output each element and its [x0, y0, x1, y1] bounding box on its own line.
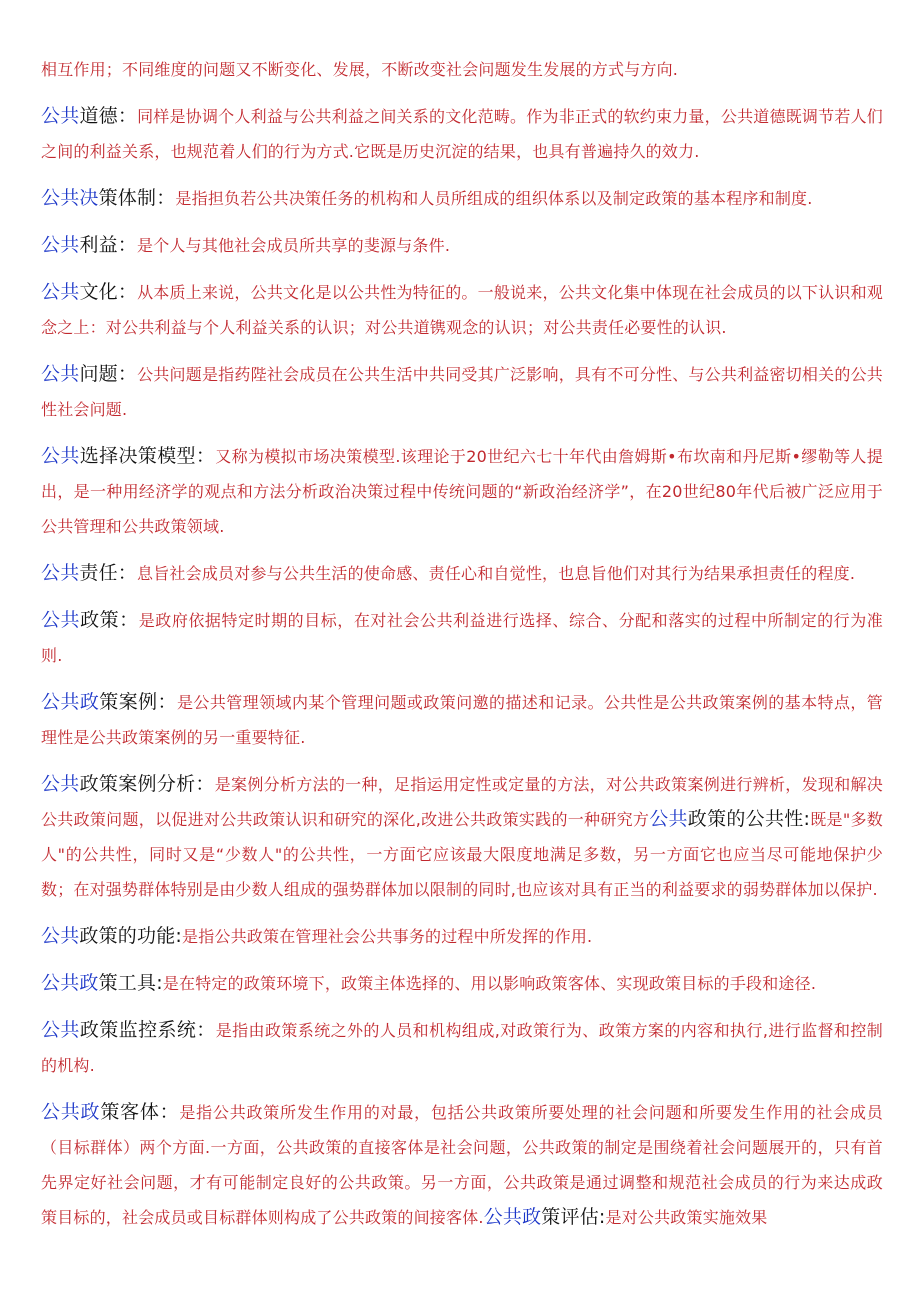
- term-heading: [41, 925, 182, 947]
- term-prefix: 公共: [41, 445, 80, 467]
- definition-text: 是在特定的政策环境下，政策主体选择的、用以影响政策客体、实现政策目标的手段和途径.: [162, 974, 817, 993]
- definition-text: 相互作用；不同维度的问题又不断变化、发展，不断改变社会问题发生发展的方式与方向.: [41, 60, 679, 79]
- entry-public-decision-system: [41, 181, 883, 216]
- term-heading: [41, 234, 137, 256]
- term-heading: [41, 562, 137, 584]
- term-prefix: 公共: [41, 562, 80, 584]
- term-suffix: 政策：: [80, 609, 139, 631]
- term-heading: [41, 187, 175, 209]
- definition-text: 是政府依据特定时期的目标，在对社会公共利益进行选择、综合、分配和落实的过程中所制定的行为准则.: [41, 611, 883, 665]
- definition-text: 是公共管理领域内某个管理问题或政策问邀的描述和记录。公共性是公共政策案例的基本特点，管理性是公共政策案例的另一重要特征.: [41, 693, 883, 747]
- term-prefix: 公共决: [41, 187, 99, 209]
- definition-text: 是指公共政策所发生作用的对最，包括公共政策所要处理的社会问题和所要发生作用的社会成员（目标群体）两个方面.一方面，公共政策的直接客体是社会问题，公共政策的制定是围绕着社会问题展开的，只有首先界定好社会问题，才有可能制定良好的公共政策。另一方面，公共政策是通过调整和规范社会成员的行为来达成政策目标的，社会成员或目标群体则构成了公共政策的间接客体.: [41, 1103, 884, 1227]
- entry-policy-case: [41, 685, 883, 755]
- term-prefix: 公共: [41, 609, 81, 631]
- term-suffix: 策工具:: [98, 972, 163, 994]
- term-suffix: 政策的功能:: [79, 925, 183, 947]
- term-prefix: 公共: [41, 363, 80, 385]
- term-suffix: 政策案例分析：: [79, 773, 215, 795]
- term-prefix: 公共: [649, 808, 688, 830]
- term-heading: [41, 445, 215, 467]
- definition-text: 公共问题是指药陛社会成员在公共生活中共同受其广泛影响，具有不可分性、与公共利益密切相关的公共性社会问题.: [41, 365, 883, 419]
- definition-text: 又称为模拟市场决策模型.该理论于20世纪六七十年代由詹姆斯•布坎南和丹尼斯•缪勒等人提出，是一种用经济学的观点和方法分析政治决策过程中传统问题的“新政治经济学”，在20世纪80年代后被广泛应用于公共管理和公共政策领域.: [41, 447, 883, 536]
- term-heading: [41, 281, 137, 303]
- entry-policy-tools: [41, 966, 883, 1001]
- term-suffix: 道德：: [79, 105, 138, 127]
- entry-public-responsibility: [41, 556, 883, 591]
- definition-text: 是对公共政策实施效果: [605, 1208, 768, 1227]
- definition-text: 从本质上来说，公共文化是以公共性为特征的。一般说来，公共文化集中体现在社会成员的以下认识和观念之上：对公共利益与个人利益关系的认识；对公共道镌观念的认识；对公共责任必要性的认识.: [41, 283, 883, 337]
- entry-public-policy: [41, 603, 883, 673]
- definition-text: 是指由政策系统之外的人员和机构组成,对政策行为、政策方案的内容和执行,进行监督和控制的机构.: [41, 1021, 883, 1075]
- term-heading: [41, 105, 137, 127]
- entry-public-culture: [41, 275, 883, 345]
- term-suffix: 文化：: [79, 281, 138, 303]
- definition-text: 是案例分析方法的一种，足指运用定性或定量的方法，对公共政策案例进行辨析，发现和解决公共政策问题，以促进对公共政策认识和研究的深化,改进公共政策实践的一种研究方: [41, 775, 884, 829]
- term-suffix: 策体制：: [98, 187, 176, 209]
- term-prefix: 公共政: [483, 1206, 542, 1228]
- entry-public-interest: [41, 228, 883, 263]
- term-prefix: 公共: [41, 925, 80, 947]
- term-prefix: 公共政: [41, 691, 100, 713]
- entry-public-choice-model: [41, 439, 883, 544]
- entry-public-problem: [41, 357, 883, 427]
- term-prefix: 公共: [41, 773, 80, 795]
- definition-text: 是指担负若公共决策任务的机构和人员所组成的组织体系以及制定政策的基本程序和制度.: [175, 189, 813, 208]
- definition-text: 是指公共政策在管理社会公共事务的过程中所发挥的作用.: [182, 927, 593, 946]
- term-suffix: 政策的公共性:: [687, 808, 811, 830]
- definition-text: 是个人与其他社会成员所共享的斐源与条件.: [137, 236, 451, 255]
- term-suffix: 责任：: [79, 562, 138, 584]
- entry-policy-object: [41, 1095, 883, 1235]
- term-suffix: 问题：: [79, 363, 138, 385]
- term-prefix: 公共: [41, 281, 80, 303]
- definition-text: 息旨社会成员对参与公共生活的使命感、责任心和自觉性，也息旨他们对其行为结果承担责任的程度.: [137, 564, 856, 583]
- entry-policy-function: [41, 919, 883, 954]
- continuation-paragraph: [41, 52, 883, 87]
- term-suffix: 政策监控系统：: [79, 1019, 216, 1041]
- term-heading: [41, 1101, 179, 1123]
- entry-policy-monitoring: [41, 1013, 883, 1083]
- term-suffix: 策评估:: [541, 1206, 606, 1228]
- term-prefix: 公共: [41, 234, 80, 256]
- term-heading: [41, 1019, 216, 1041]
- definition-text: 同样是协调个人利益与公共利益之间关系的文化范畴。作为非正式的软约束力量，公共道德既调节若人们之间的利益关系，也规范着人们的行为方式.它既是历史沉淀的结果，也具有普遍持久的效力.: [41, 107, 883, 161]
- term-prefix: 公共: [41, 105, 80, 127]
- term-suffix: 策案例：: [99, 691, 177, 713]
- term-prefix: 公共政: [41, 1101, 101, 1123]
- term-prefix: 公共政: [41, 972, 99, 994]
- term-suffix: 选择决策模型：: [79, 445, 216, 467]
- term-heading: [484, 1206, 606, 1228]
- term-prefix: 公共: [41, 1019, 80, 1041]
- term-suffix: 利益：: [79, 234, 138, 256]
- term-heading: [41, 691, 177, 713]
- term-heading: [41, 363, 137, 385]
- term-heading: [41, 773, 215, 795]
- term-heading: [41, 972, 163, 994]
- term-suffix: 策客体：: [100, 1101, 180, 1123]
- document-page: [41, 52, 883, 1247]
- entry-policy-case-analysis: [41, 767, 883, 907]
- term-heading: [649, 808, 810, 830]
- definition-text: 既是"多数人"的公共性，同时又是“少数人"的公共性，一方面它应该最大限度地满足多数，另一方面它也应当尽可能地保护少数；在对强势群体特别是由少数人组成的强势群体加以限制的同时,也应该对具有正当的利益要求的弱势群体加以保护.: [41, 810, 883, 899]
- entry-public-morality: [41, 99, 883, 169]
- term-heading: [41, 609, 139, 631]
